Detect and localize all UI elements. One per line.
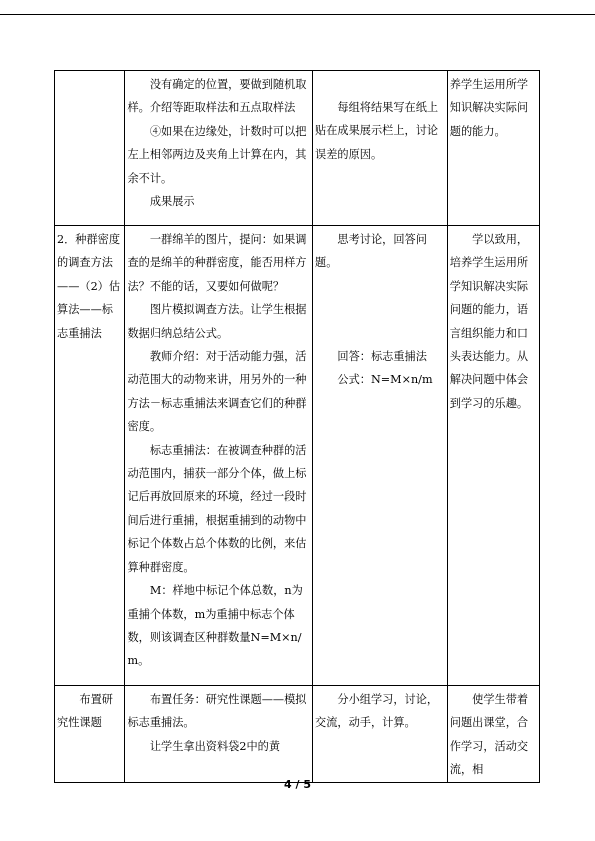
cell-design-intent <box>447 71 539 226</box>
page-number: 4 / 5 <box>284 778 311 791</box>
paragraph: 没有确定的位置，要做到随机取样。介绍等距取样法和五点取样法 <box>127 78 307 115</box>
paragraph: 思考讨论，回答问题。 <box>315 233 427 270</box>
paragraph: 图片模拟调查方法。让学生根据数据归纳总结公式。 <box>127 303 307 340</box>
paragraph: 布置任务：研究性课题——模拟标志重捕法。 <box>127 693 307 730</box>
paragraph: 学以致用，培养学生运用所学知识解决实际问题的能力，语言组织能力和口头表达能力。从解决问题中体会到学习的乐趣。 <box>449 233 529 410</box>
paragraph: 使学生带着问题出课堂，合作学习，活动交流，相 <box>449 693 529 777</box>
table-row <box>55 71 540 226</box>
paragraph: 回答：标志重捕法 <box>337 349 427 363</box>
topic-title: 布置研究性课题 <box>57 693 113 730</box>
cell-topic <box>55 71 125 226</box>
table-row <box>55 226 540 686</box>
lesson-plan-table <box>54 70 540 783</box>
paragraph: 标志重捕法：在被调查种群的活动范围内，捕获一部分个体，做上标记后再放回原来的环境，经过一段时间后进行重捕，根据重捕到的动物中标记个体数占总个体数的比例，来估算种群密度。 <box>127 443 307 574</box>
spacer <box>315 275 445 345</box>
paragraph: ④如果在边缘处，计数时可以把左上相邻两边及夹角上计算在内，其余不计。 <box>127 124 307 185</box>
cell-design-intent <box>447 226 539 686</box>
paragraph: 一群绵羊的图片，提问：如果调查的是绵羊的种群密度，能否用样方法？不能的话，又要如何做呢？ <box>127 233 307 293</box>
cell-teacher-activity <box>125 226 313 686</box>
cell-design-intent <box>447 686 539 783</box>
formula: 公式：N=M×n/m <box>337 373 433 387</box>
paragraph: 教师介绍：对于活动能力强，活动范围大的动物来讲，用另外的一种方法－标志重捕法来调查它们的种群密度。 <box>127 350 307 434</box>
cell-topic <box>55 686 125 783</box>
paragraph: 让学生拿出资料袋2中的黄 <box>149 739 281 753</box>
paragraph: 分小组学习，讨论，交流，动手，计算。 <box>315 693 439 730</box>
cell-student-activity <box>313 226 448 686</box>
table-row <box>55 686 540 783</box>
paragraph: 每组将结果写在纸上贴在成果展示栏上，讨论误差的原因。 <box>315 101 439 161</box>
paragraph: M：样地中标记个体总数，n为重捕个体数，m为重捕中标志个体数，则该调查区种群数量N=M×n/m。 <box>127 584 303 668</box>
cell-teacher-activity <box>125 686 313 783</box>
header-rule <box>0 14 595 15</box>
topic-title: 2．种群密度的调查方法——（2）估算法——标志重捕法 <box>57 233 121 340</box>
cell-student-activity <box>313 71 448 226</box>
paragraph: 养学生运用所学知识解决实际问题的能力。 <box>449 78 529 138</box>
cell-student-activity <box>313 686 448 783</box>
cell-teacher-activity <box>125 71 313 226</box>
paragraph: 成果展示 <box>149 195 195 209</box>
cell-topic <box>55 226 125 686</box>
